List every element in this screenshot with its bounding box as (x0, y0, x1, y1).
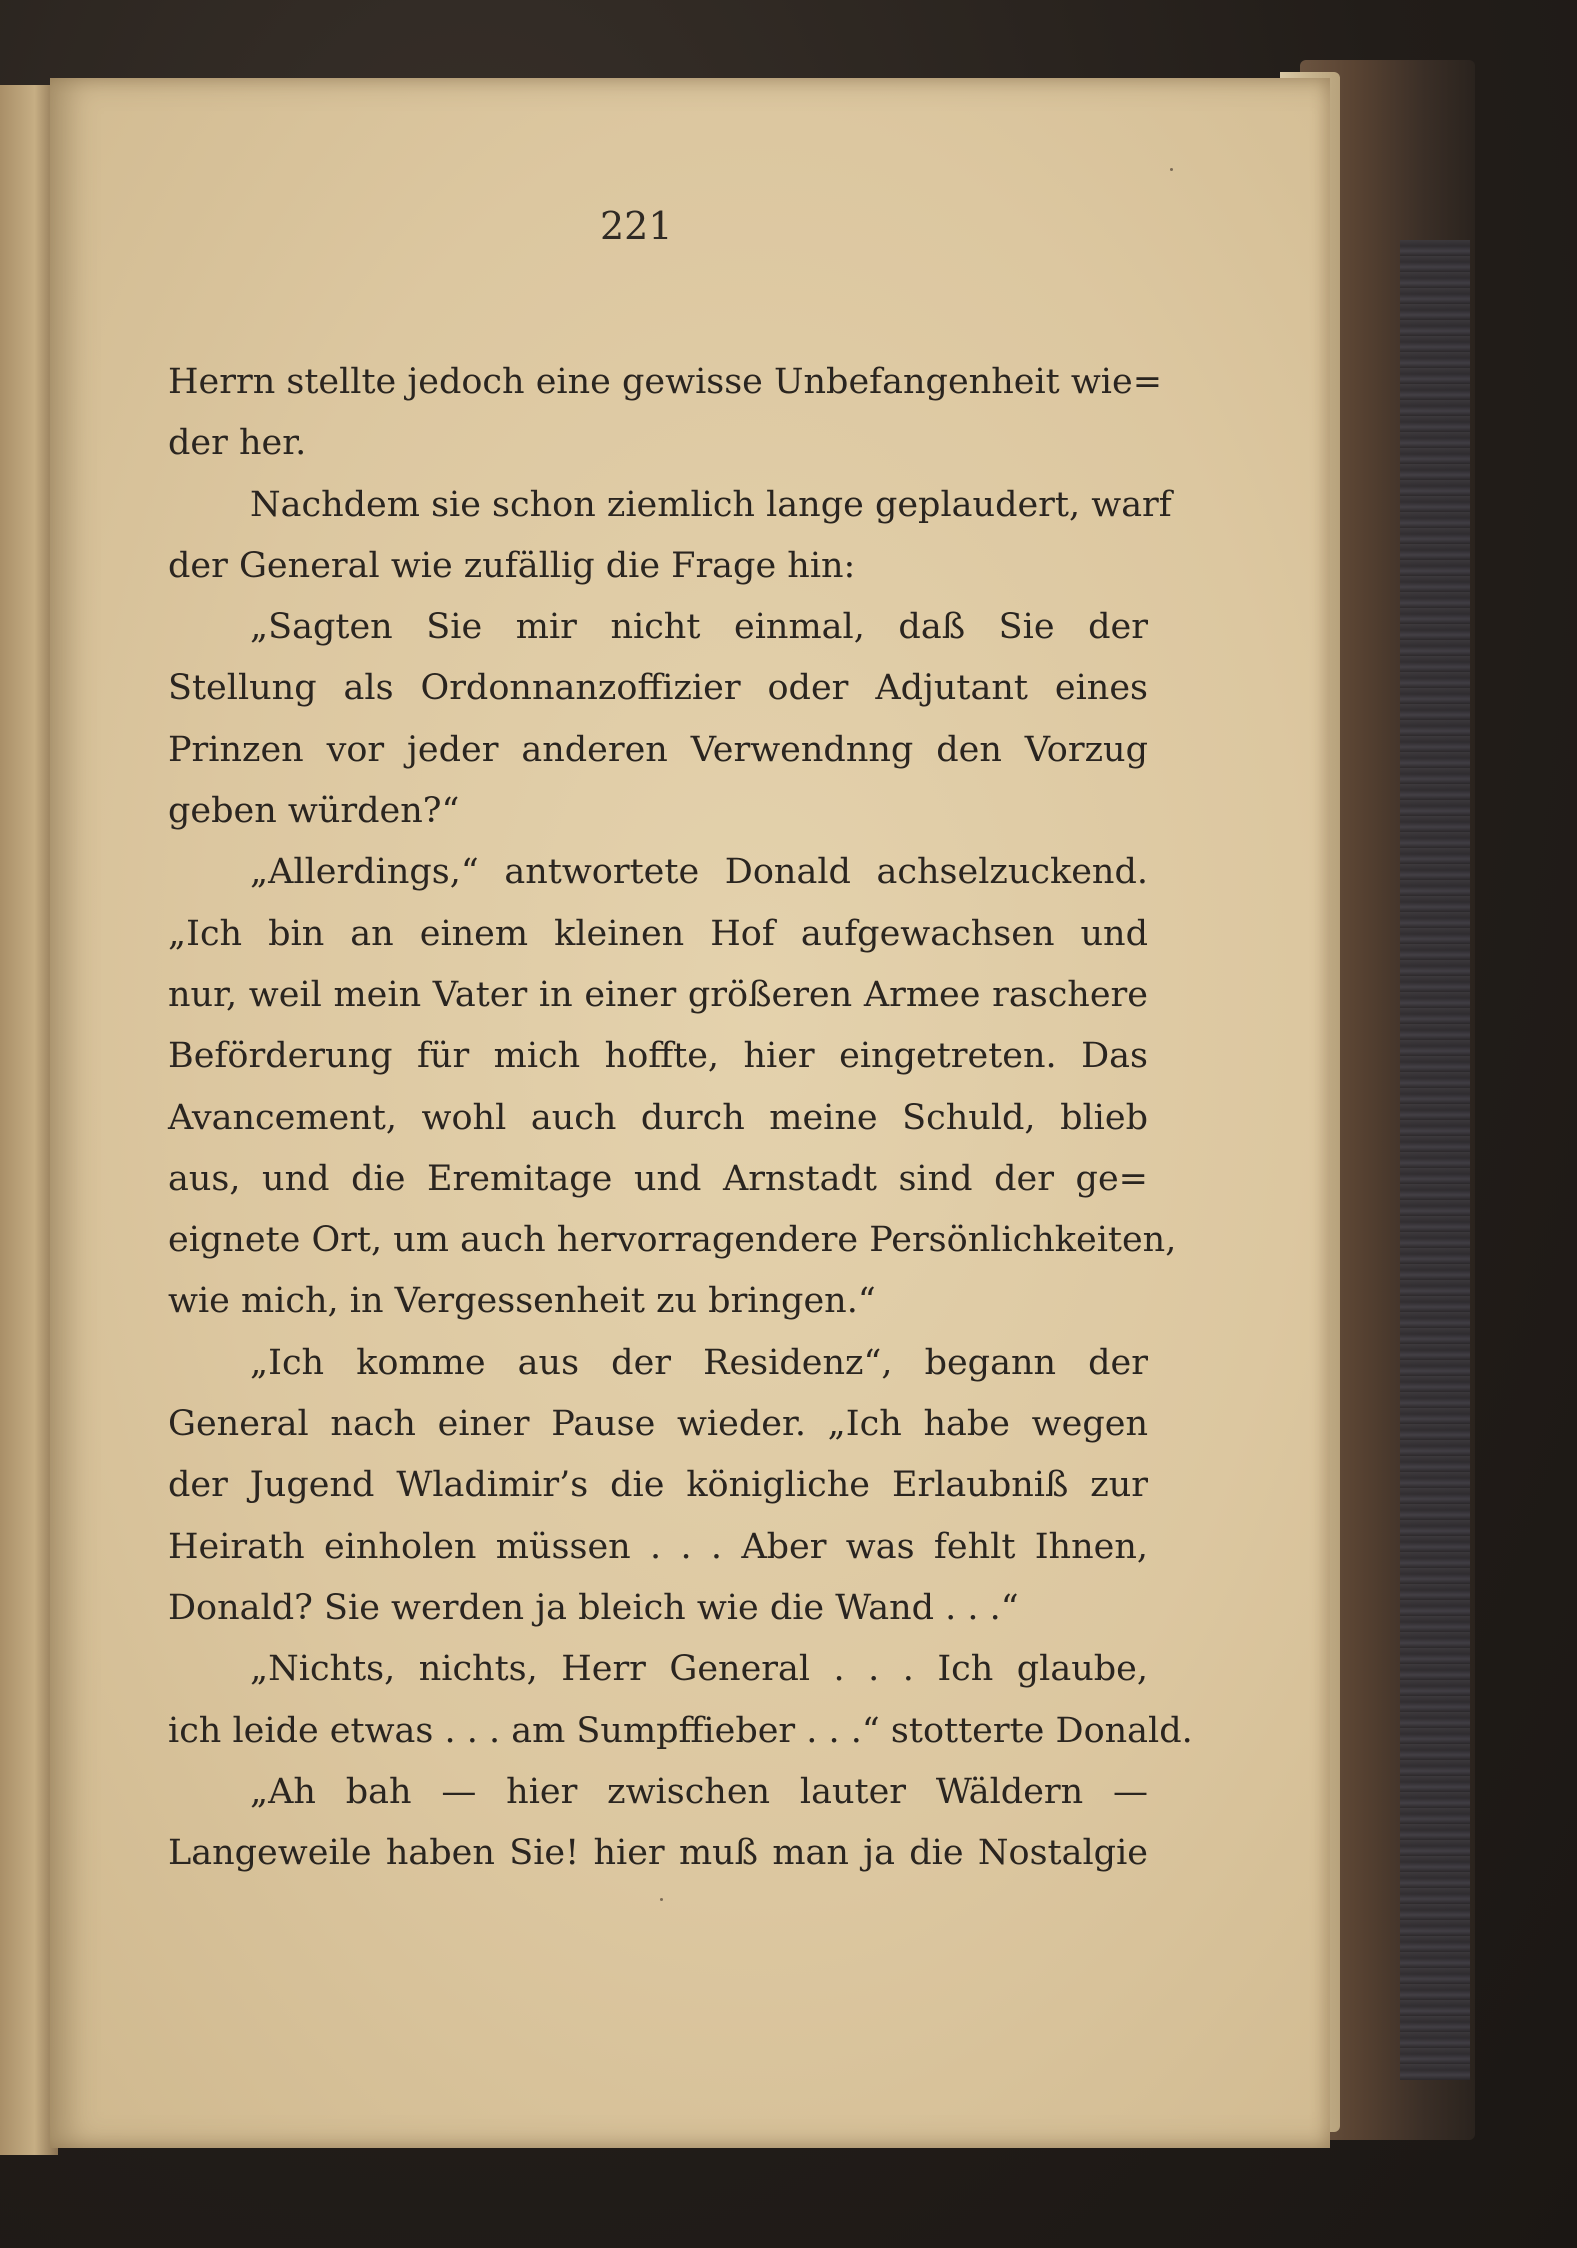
text-line: der Jugend Wladimir’s die königliche Erlaubniß zur (168, 1465, 1148, 1506)
text-line: „Sagten Sie mir nicht einmal, daß Sie der (250, 607, 1148, 648)
text-line: wie mich, in Vergessenheit zu bringen.“ (168, 1281, 876, 1322)
text-line: „Ich komme aus der Residenz“, begann der (250, 1342, 1148, 1383)
paper-speck (1170, 168, 1173, 171)
text-line: ich leide etwas . . . am Sumpffieber . . .“ stotterte Donald. (168, 1710, 1193, 1751)
text-line: Beförderung für mich hoffte, hier eingetreten. Das (168, 1036, 1148, 1077)
text-line: „Allerdings,“ antwortete Donald achselzuckend. (250, 852, 1148, 893)
page-number: 221 (600, 204, 673, 248)
text-line: der General wie zufällig die Frage hin: (168, 545, 856, 586)
cover-spine-edge (1400, 240, 1470, 2080)
text-line: Donald? Sie werden ja bleich wie die Wand . . .“ (168, 1587, 1019, 1628)
text-line: aus, und die Eremitage und Arnstadt sind der ge= (168, 1158, 1148, 1199)
text-line: „Ich bin an einem kleinen Hof aufgewachsen und (168, 913, 1148, 954)
text-line: nur, weil mein Vater in einer größeren Armee raschere (168, 974, 1148, 1015)
text-line: Avancement, wohl auch durch meine Schuld, blieb (168, 1097, 1148, 1138)
text-line: eignete Ort, um auch hervorragendere Persönlichkeiten, (168, 1220, 1177, 1261)
text-line: Nachdem sie schon ziemlich lange geplaudert, warf (250, 484, 1172, 525)
text-line: Herrn stellte jedoch eine gewisse Unbefangenheit wie= (168, 362, 1163, 402)
body-text (168, 352, 1193, 1884)
text-line: Langeweile haben Sie! hier muß man ja die Nostalgie (168, 1833, 1148, 1874)
text-line: Prinzen vor jeder anderen Verwendnng den Vorzug (168, 729, 1148, 770)
text-line: Stellung als Ordonnanzoffizier oder Adjutant eines (168, 668, 1148, 709)
text-line: „Ah bah — hier zwischen lauter Wäldern — (250, 1771, 1148, 1812)
text-line: der her. (168, 423, 307, 464)
paper-speck (660, 1898, 663, 1901)
text-line: „Nichts, nichts, Herr General . . . Ich glaube, (250, 1649, 1148, 1690)
text-line: General nach einer Pause wieder. „Ich habe wegen (168, 1404, 1148, 1445)
text-line: Heirath einholen müssen . . . Aber was fehlt Ihnen, (168, 1526, 1148, 1567)
text-line: geben würden?“ (168, 791, 460, 832)
